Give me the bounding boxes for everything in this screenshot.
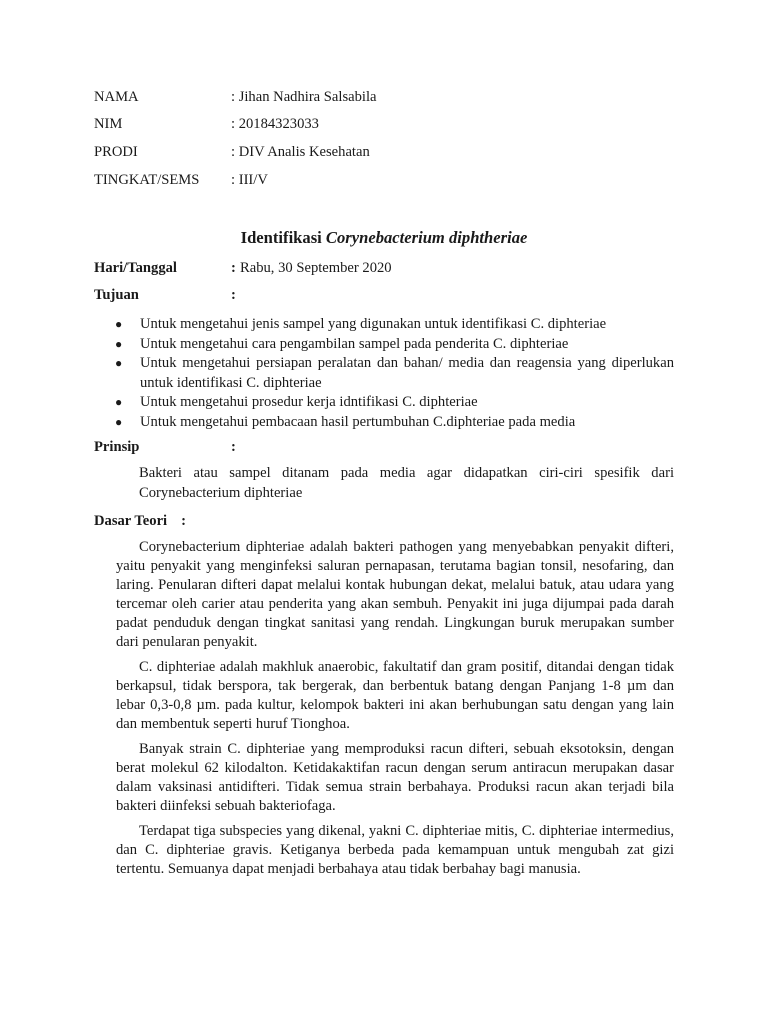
tujuan-list xyxy=(112,315,674,432)
title-italic: Corynebacterium diphtheriae xyxy=(325,228,528,247)
list-item xyxy=(112,335,674,355)
list-item-text: Untuk mengetahui persiapan peralatan dan bahan/ media dan reagensia yang diperlukan untuk identifikasi C. diphteriae xyxy=(140,355,674,391)
bullet-icon: ● xyxy=(115,414,123,429)
dasar-teori-paragraph-1: Corynebacterium diphteriae adalah bakteri pathogen yang menyebabkan penyakit difteri, yaitu penyakit yang menginfeksi saluran pernapasan, terutama bagian tonsil, nesofaring, dan laring. Penularan difteri dapat melalui kontak hubungan dekat, melalui batuk, atau udara yang tercemar oleh carier atau penderita yang akan sembuh. Penyakit ini juga dijumpai pada darah padat penduduk dengan tingkat sanitasi yang rendah. Lingkungan buruk merupakan sumber dari penularan penyakit. xyxy=(116,539,674,650)
list-item-text: Untuk mengetahui pembacaan hasil pertumbuhan C.diphteriae pada media xyxy=(140,413,576,430)
list-item xyxy=(112,315,674,335)
dasar-teori-label-text: Dasar Teori xyxy=(94,513,168,529)
identity-value: : Jihan Nadhira Salsabila xyxy=(231,89,377,105)
dasar-teori-paragraph-4: Terdapat tiga subspecies yang dikenal, yakni C. diphteriae mitis, C. diphteriae intermedius, dan C. diphteriae gravis. Ketiganya berbeda pada kemampuan untuk mengubah zat gizi tertentu. Semuanya dapat menjadi berbahaya atau tidak berbahay bagi manusia. xyxy=(116,823,674,877)
dasar-teori-paragraph-2: C. diphteriae adalah makhluk anaerobic, fakultatif dan gram positif, ditandai dengan tidak berkapsul, tidak berspora, tak bergerak, dan berbentuk batang dengan Panjang 1-8 µm dan lebar 0,3-0,8 µm. pada kultur, kelompok bakteri ini akan berhubungan satu dengan yang lain dan membentuk seperti huruf Tionghoa. xyxy=(116,659,674,732)
prinsip-colon: : xyxy=(231,439,236,455)
identity-label: NIM xyxy=(94,116,123,132)
bullet-icon: ● xyxy=(115,395,123,409)
bullet-icon: ● xyxy=(115,336,123,351)
bullet-icon: ● xyxy=(115,356,123,370)
list-item xyxy=(112,393,674,413)
dasar-teori-label xyxy=(94,511,186,531)
dasar-teori-paragraph-3: Banyak strain C. diphteriae yang memproduksi racun difteri, sebuah eksotoksin, dengan berat molekul 62 kilodalton. Ketidakaktifan racun dengan serum antiracun merupakan dasar dalam vaksinasi antidifteri. Tidak semua strain berbahaya. Produksi racun akan terjadi bila bakteri diinfeksi sebuah bakteriofaga. xyxy=(116,741,674,814)
prinsip-text: Bakteri atau sampel ditanam pada media agar didapatkan ciri-ciri spesifik dari Corynebacterium diphteriae xyxy=(139,465,674,501)
identity-label: PRODI xyxy=(94,144,138,160)
tujuan-colon: : xyxy=(231,287,236,303)
list-item-text: Untuk mengetahui jenis sampel yang digunakan untuk identifikasi C. diphteriae xyxy=(140,316,607,332)
identity-value: : III/V xyxy=(231,172,268,188)
list-item-text: Untuk mengetahui cara pengambilan sampel pada penderita C. diphteriae xyxy=(140,335,569,352)
list-item xyxy=(112,354,674,393)
bullet-icon: ● xyxy=(115,317,123,331)
tujuan-label: Tujuan xyxy=(94,287,139,303)
hari-colon: : xyxy=(231,260,236,276)
list-item xyxy=(112,413,674,433)
dasar-teori-colon: : xyxy=(181,513,186,529)
identity-value: : 20184323033 xyxy=(231,116,319,132)
identity-label: NAMA xyxy=(94,89,139,105)
list-item-text: Untuk mengetahui prosedur kerja idntifikasi C. diphteriae xyxy=(140,394,478,410)
prinsip-label: Prinsip xyxy=(94,439,140,455)
identity-value: : DIV Analis Kesehatan xyxy=(231,144,370,160)
title-prefix: Identifikasi xyxy=(240,228,326,247)
hari-label: Hari/Tanggal xyxy=(94,260,177,276)
hari-value: Rabu, 30 September 2020 xyxy=(240,260,392,276)
identity-label: TINGKAT/SEMS xyxy=(94,172,200,188)
document-title xyxy=(0,227,768,249)
